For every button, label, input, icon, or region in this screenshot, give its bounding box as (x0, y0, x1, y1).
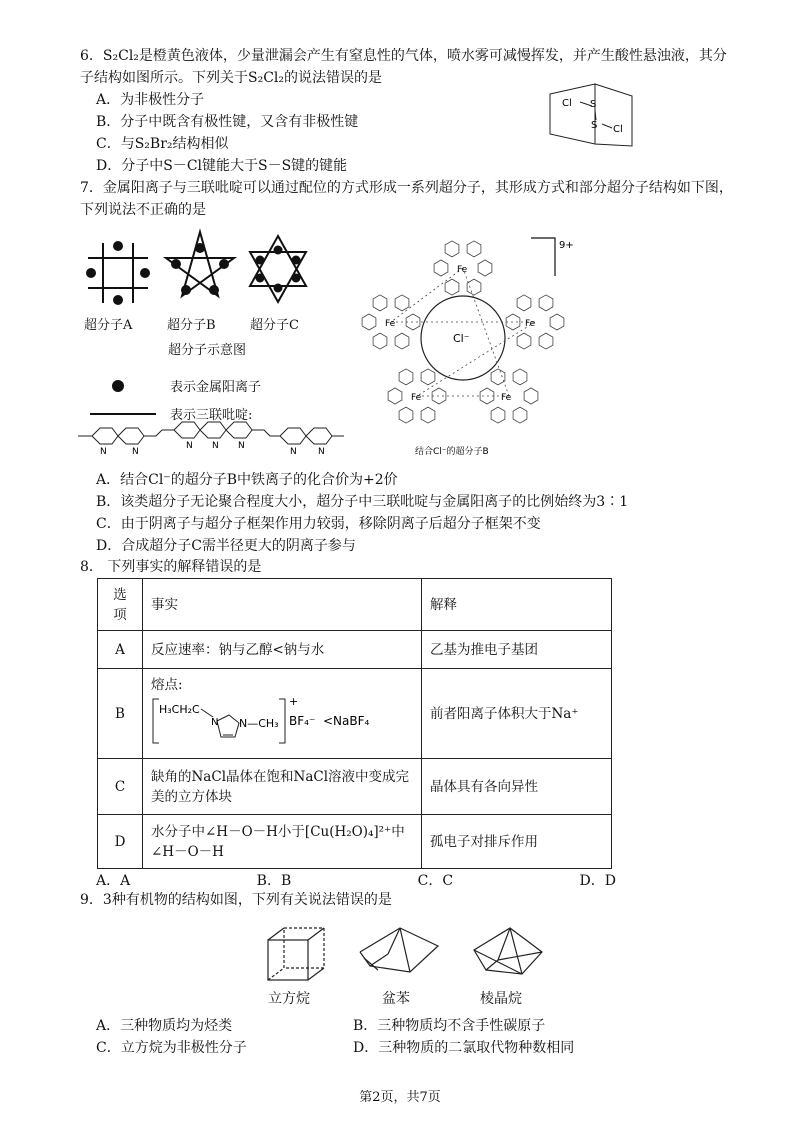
q7-stem-line1: 7．金属阳离子与三联吡啶可以通过配位的方式形成一系列超分子，其形成方式和部分超分子结构如下图， (80, 180, 733, 196)
q7-option-c: C．由于阴离子与超分子框架作用力较弱，移除阴离子后超分子框架不变 (96, 516, 541, 532)
row-b-option: B (98, 669, 143, 759)
pyridine-ring (421, 407, 435, 423)
legend-metal-text: 表示金属阳离子 (170, 380, 262, 395)
ethyl-group: H₃CH₂C (159, 702, 200, 716)
q8-choice-a: A．A (96, 873, 131, 889)
q8-choice-d: D．D (579, 873, 616, 889)
n-label-4: N (212, 441, 219, 451)
charge-label: 9+ (559, 240, 574, 251)
compare-nabf4: <NaBF₄ (323, 713, 370, 728)
fe-label-left: Fe (385, 319, 396, 329)
q8-choices (96, 870, 616, 890)
s-label-1: S (590, 99, 597, 110)
pyridine-ring (395, 295, 409, 311)
pyridine-ring (539, 333, 553, 349)
pyridine-ring (550, 314, 564, 330)
cation-plus: + (289, 694, 299, 708)
table-row (98, 815, 612, 869)
row-d-option: D (98, 815, 143, 869)
ligand-bridge (463, 268, 509, 396)
pyridine-ring (467, 241, 481, 257)
q9-stem: 9．3种有机物的结构如图，下列有关说法错误的是 (80, 892, 392, 908)
label-supramolecule-b: 超分子B (167, 318, 216, 333)
center-chloride-label: Cl⁻ (453, 332, 470, 345)
q9-option-c: C．立方烷为非极性分子 (96, 1040, 247, 1056)
q6-stem-line1: 6．S₂Cl₂是橙黄色液体，少量泄漏会产生有窒息性的气体，喷水雾可减慢挥发，并产生酸性悬浊液，其分 (80, 48, 727, 64)
supramolecule-c-shape (250, 236, 306, 302)
table-row (98, 759, 612, 815)
q7-option-a: A．结合Cl⁻的超分子B中铁离子的化合价为+2价 (96, 472, 398, 488)
n-label-6: N (290, 447, 297, 457)
q7-option-b: B．该类超分子无论聚合程度大小，超分子中三联吡啶与金属阳离子的比例始终为3∶1 (96, 494, 629, 510)
pyridine-ring (517, 295, 531, 311)
pyridine-ring (478, 260, 492, 276)
label-supramolecule-c: 超分子C (250, 318, 299, 333)
row-c-option: C (98, 759, 143, 815)
pyridine-ring (373, 295, 387, 311)
row-a-option: A (98, 631, 143, 669)
imidazolium-formula (151, 695, 401, 747)
q7-stem-line2: 下列说法不正确的是 (80, 202, 206, 218)
q6-stem-line2: 子结构如图所示。下列关于S₂Cl₂的说法错误的是 (80, 70, 383, 86)
table-row (98, 631, 612, 669)
row-b-fact (143, 669, 422, 759)
structure-caption: 结合Cl⁻的超分子B (415, 447, 489, 457)
header-fact: 事实 (143, 579, 422, 631)
q6-option-b: B．分子中既含有极性键，又含有非极性键 (96, 114, 359, 130)
header-reason: 解释 (422, 579, 612, 631)
pyridine-ring (445, 241, 459, 257)
table-header-row (98, 579, 612, 631)
pyridine-ring (362, 314, 376, 330)
pyridine-ring (524, 388, 538, 404)
methyl-group: N—CH₃ (239, 716, 279, 730)
q6-option-c: C．与S₂Br₂结构相似 (96, 136, 229, 152)
legend-ligand-text: 表示三联吡啶: (170, 408, 253, 423)
row-c-fact: 缺角的NaCl晶体在饱和NaCl溶液中变成完 美的立方体块 (143, 759, 422, 815)
fe-label-bottom-right: Fe (501, 393, 512, 403)
q8-choice-c: C．C (417, 873, 454, 889)
row-d-reason: 孤电子对排斥作用 (422, 815, 612, 869)
row-a-reason: 乙基为推电子基团 (422, 631, 612, 669)
s2cl2-structure-figure (540, 74, 640, 152)
pyridine-ring (399, 369, 413, 385)
prismane-name: 棱晶烷 (480, 991, 522, 1007)
label-supramolecule-a: 超分子A (84, 318, 133, 333)
fe-label-top: Fe (457, 265, 468, 275)
q7-option-d: D．合成超分子C需半径更大的阴离子参与 (96, 538, 356, 554)
fe-label-right: Fe (525, 319, 536, 329)
supramolecule-b-shape (166, 232, 234, 296)
pyridine-ring (434, 260, 448, 276)
dewar-benzene-structure (360, 928, 438, 972)
table-row (98, 669, 612, 759)
row-a-fact: 反应速率：钠与乙醇<钠与水 (143, 631, 422, 669)
pyridine-ring (421, 369, 435, 385)
supramolecule-a-shape (86, 241, 150, 305)
row-c-reason: 晶体具有各向异性 (422, 759, 612, 815)
prismane-structure (474, 928, 542, 974)
cl-label-1: Cl (562, 98, 572, 109)
row-b-reason: 前者阳离子体积大于Na⁺ (422, 669, 612, 759)
pyridine-ring (513, 407, 527, 423)
q9-option-d: D．三种物质的二氯取代物种数相同 (353, 1040, 575, 1056)
dewar-benzene-name: 盆苯 (382, 991, 410, 1007)
pyridine-ring (513, 369, 527, 385)
q8-stem: 8． 下列事实的解释错误的是 (80, 559, 262, 575)
q8-choice-b: B．B (256, 873, 292, 889)
imidazole-n-1: N (211, 716, 219, 728)
pyridine-ring (517, 333, 531, 349)
q6-option-d: D．分子中S－Cl键能大于S－S键的键能 (96, 158, 348, 174)
n-label-3: N (186, 441, 193, 451)
s-label-2: S (591, 120, 598, 131)
row-b-fact-prefix: 熔点: (151, 676, 183, 693)
pyridine-ring (445, 279, 459, 295)
n-label-5: N (238, 441, 245, 451)
organic-structures (260, 922, 560, 988)
n-label-2: N (132, 447, 139, 457)
pyridine-ring (395, 333, 409, 349)
n-label-1: N (100, 447, 107, 457)
cubane-structure (268, 928, 324, 980)
supramolecule-b-structure (345, 228, 600, 460)
facts-table (97, 578, 612, 869)
page-footer: 第2页，共7页 (359, 1090, 441, 1105)
terpyridine-structure (76, 420, 346, 460)
header-option: 选 项 (98, 579, 143, 631)
row-d-fact: 水分子中∠H－O－H小于[Cu(H₂O)₄]²⁺中 ∠H－O－H (143, 815, 422, 869)
q6-option-a: A．为非极性分子 (96, 92, 205, 108)
ligand-bridge (417, 322, 535, 396)
n-label-7: N (318, 447, 325, 457)
schematic-caption: 超分子示意图 (168, 343, 247, 358)
metal-ion-legend-dot (112, 380, 124, 392)
pyridine-ring (491, 407, 505, 423)
pyridine-ring (539, 295, 553, 311)
q9-option-a: A．三种物质均为烃类 (96, 1018, 233, 1034)
cubane-name: 立方烷 (268, 991, 310, 1007)
cl-label-2: Cl (613, 124, 623, 135)
pyridine-ring (399, 407, 413, 423)
pyridine-ring (388, 388, 402, 404)
anion-bf4: BF₄⁻ (289, 713, 316, 728)
pyridine-ring (491, 369, 505, 385)
fe-label-bottom-left: Fe (411, 393, 422, 403)
pyridine-ring (373, 333, 387, 349)
pyridine-ring (467, 279, 481, 295)
q9-option-b: B．三种物质均不含手性碳原子 (353, 1018, 546, 1034)
